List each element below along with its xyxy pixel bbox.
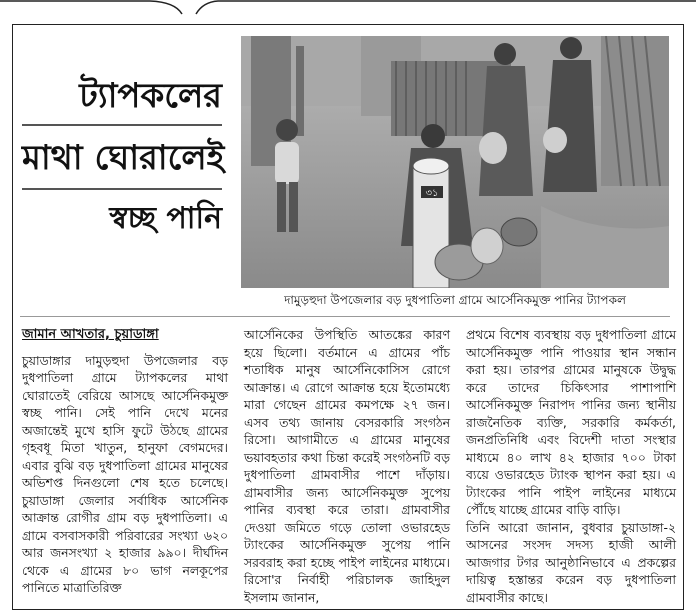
headline-divider (22, 188, 222, 190)
column-1-text: চুয়াডাঙ্গার দামুড়হুদা উপজেলার বড় দুধপাতিলা গ্রামে ট্যাপকলের মাথা ঘোরাতেই বেরিয়ে আসছে আর্সেনিকমুক্ত স্বচ্ছ পানি। সেই পানি দেখে মনের অজান্তেই মুখে হাসি ফুটে উঠছে গ্রামের গৃহবধূ মিতা খাতুন, হানুফা বেগমদের। এবার বুঝি বড় দুধপাতিলা গ্রামের মানুষের অভিশপ্ত দিনগুলো শেষ হতে চলেছে। চুয়াডাঙ্গা জেলার সর্বাধিক আর্সেনিক আক্রান্ত রোগীর গ্রাম বড় দুধপাতিলা। এ গ্রামে বসবাসকারী পরিবারের সংখ্যা ৬২০ আর জনসংখ্যা ২ হাজার ৯৯০। দীর্ঘদিন থেকে এ গ্রামের ৮০ ভাগ নলকূপের পানিতে মাত্রাতিরিক্ত (22, 352, 228, 595)
byline: জামান আখতার, চুয়াডাঙ্গা (22, 327, 159, 342)
headline-line-3: স্বচ্ছ পানি (109, 201, 222, 236)
article-column-3 (466, 326, 676, 606)
page-top-tab-outline (0, 0, 696, 16)
tubewell-number-label: ৩১ (425, 188, 439, 199)
headline-divider (22, 124, 222, 126)
column-3-paragraph-1: প্রথমে বিশেষ ব্যবস্থায় বড় দুধপাতিলা গ্রামে আর্সেনিকমুক্ত পানি পাওয়ার স্থান সন্ধান করা হয়। তারপর গ্রামের মানুষকে উদ্বুদ্ধ করে তাদের চিকিৎসার পাশাপাশি আর্সেনিকমুক্ত নিরাপদ পানির জন্য স্থানীয় রাজনৈতিক ব্যক্তি, সরকারি কর্মকর্তা, জনপ্রতিনিধি এবং বিদেশী দাতা সংস্থার মাধ্যমে ৪০ লাখ ৪২ হাজার ৭০০ টাকা ব্যয়ে ওভারহেড ট্যাংক স্থাপন করা হয়। এ ট্যাংকের পানি পাইপ লাইনের মাধ্যমে পৌঁছে যাচ্ছে গ্রামের বাড়ি বাড়ি। (466, 327, 676, 517)
village-tubewell-photo (241, 36, 669, 288)
photo-caption: দামুড়হুদা উপজেলার বড় দুধপাতিলা গ্রামে আর্সেনিকমুক্ত পানির ট্যাপকল (284, 293, 626, 307)
caption-divider (20, 316, 670, 317)
headline (22, 70, 225, 244)
column-2-text: আর্সেনিকের উপস্থিতি আতঙ্কের কারণ হয়ে ছিলো। বর্তমানে এ গ্রামের পাঁচ শতাধিক মানুষ আর্সেনিকোসিস রোগে আক্রান্ত। এ রোগে আক্রান্ত হয়ে ইতোমধ্যে মারা গেছেন গ্রামের কমপক্ষে ২৭ জন। এসব তথ্য জানায় বেসরকারি সংগঠন রিসো। আগামীতে এ গ্রামের মানুষের ভয়াবহতার কথা চিন্তা করেই সংগঠনটি বড় দুধপাতিলা গ্রামবাসীর পাশে দাঁড়ায়। গ্রামবাসীর জন্য আর্সেনিকমুক্ত সুপেয় পানির ব্যবস্থা করে তারা। গ্রামবাসীর দেওয়া জমিতে গড়ে তোলা ওভারহেড ট্যাংকের আর্সেনিকমুক্ত সুপেয় পানি সরবরাহ করা হচ্ছে পাইপ লাইনের মাধ্যমে। রিসো'র নির্বাহী পরিচালক জাহিদুল ইসলাম জানান, (244, 327, 450, 605)
article-column-1 (22, 326, 228, 597)
column-3-paragraph-2: তিনি আরো জানান, বুধবার চুয়াডাঙ্গা-২ আসনের সংসদ সদস্য হাজী আলী আজগার টগর আনুষ্ঠানিভাবে এ প্রকল্পের দায়িত্ব হস্তান্তর করেন বড় দুধপাতিলা গ্রামবাসীর কাছে। (466, 519, 676, 605)
headline-line-2: মাথা ঘোরালেই (22, 138, 225, 178)
article-column-2 (244, 326, 450, 606)
article-photo (241, 36, 669, 288)
headline-line-1: ট্যাপকলের (79, 76, 222, 116)
